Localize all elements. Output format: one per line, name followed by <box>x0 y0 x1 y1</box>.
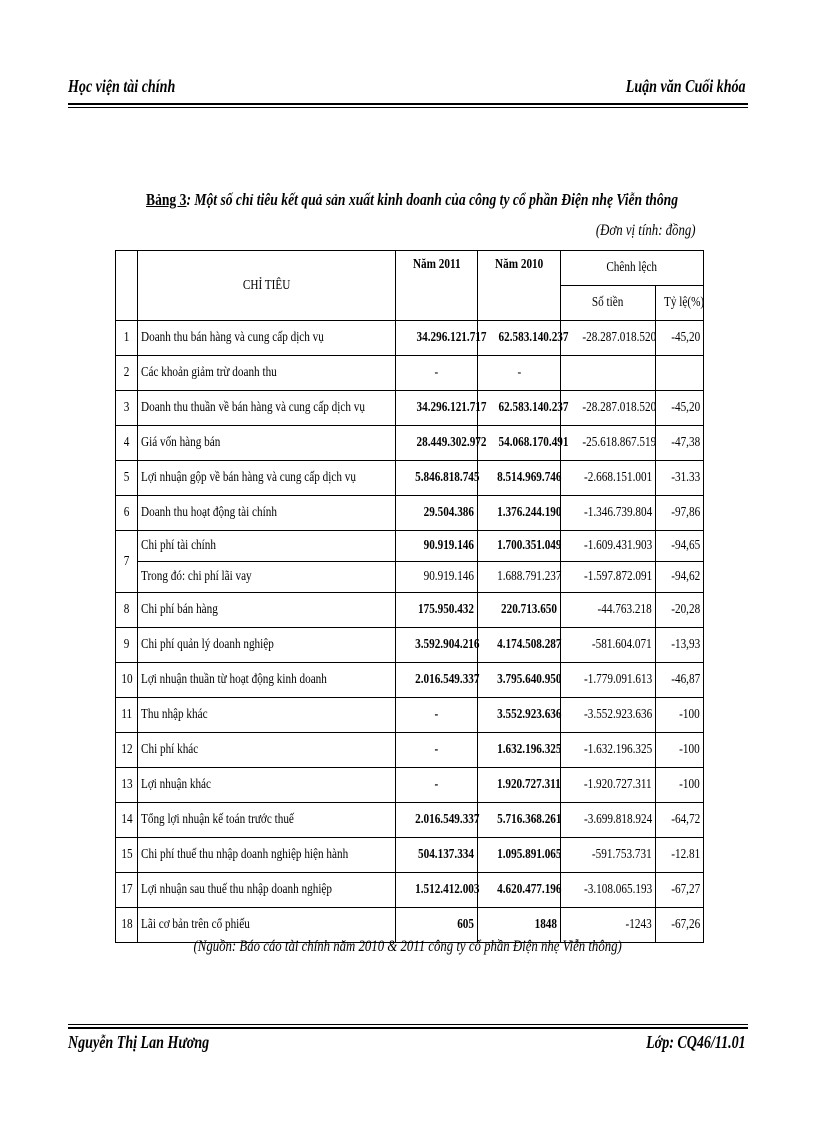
row-diff-ratio: -100 <box>656 698 704 733</box>
row-diff-ratio: -64,72 <box>656 803 704 838</box>
row-diff-amount: -1.920.727.311 <box>561 768 656 803</box>
header-row <box>116 251 704 286</box>
table-row <box>116 733 704 768</box>
header-year-2011: Năm 2011 <box>396 251 478 321</box>
header-school: Học viện tài chính <box>68 76 176 96</box>
row-number: 7 <box>116 531 138 593</box>
row-number: 6 <box>116 496 138 531</box>
row-value-2010: 1848 <box>478 908 561 943</box>
header-year-2010: Năm 2010 <box>478 251 561 321</box>
row-value-2010: 1.095.891.065 <box>478 838 561 873</box>
row-diff-amount: -3.699.818.924 <box>561 803 656 838</box>
row-diff-amount: -2.668.151.001 <box>561 461 656 496</box>
header-amount: Số tiền <box>561 286 656 321</box>
row-indicator: Chi phí bán hàng <box>138 593 396 628</box>
row-value-2010: 5.716.368.261 <box>478 803 561 838</box>
row-number: 17 <box>116 873 138 908</box>
row-value-2011: 2.016.549.337 <box>396 803 478 838</box>
row-diff-ratio: -100 <box>656 733 704 768</box>
footer-class: Lớp: CQ46/11.01 <box>646 1032 746 1052</box>
table-row <box>116 426 704 461</box>
row-indicator: Lợi nhuận khác <box>138 768 396 803</box>
header-ratio: Tỷ lệ(%) <box>656 286 704 321</box>
row-value-2010: 1.688.791.237 <box>478 562 561 593</box>
table-row <box>116 496 704 531</box>
row-value-2011: 504.137.334 <box>396 838 478 873</box>
row-diff-ratio: -31.33 <box>656 461 704 496</box>
row-diff-amount: -28.287.018.520 <box>561 391 656 426</box>
row-value-2010: 1.700.351.049 <box>478 531 561 562</box>
row-diff-ratio: -94,62 <box>656 562 704 593</box>
row-value-2010: 1.632.196.325 <box>478 733 561 768</box>
row-number: 9 <box>116 628 138 663</box>
header-doc-type: Luận văn Cuối khóa <box>626 76 746 96</box>
row-indicator: Giá vốn hàng bán <box>138 426 396 461</box>
row-diff-ratio: -13,93 <box>656 628 704 663</box>
row-value-2011: 90.919.146 <box>396 531 478 562</box>
row-value-2010: 1.920.727.311 <box>478 768 561 803</box>
row-diff-ratio: -67,26 <box>656 908 704 943</box>
row-indicator: Doanh thu bán hàng và cung cấp dịch vụ <box>138 321 396 356</box>
row-number: 14 <box>116 803 138 838</box>
row-diff-ratio: -97,86 <box>656 496 704 531</box>
row-number: 2 <box>116 356 138 391</box>
row-diff-amount: -581.604.071 <box>561 628 656 663</box>
table-label: Bảng 3 <box>146 190 187 209</box>
row-value-2011: 5.846.818.745 <box>396 461 478 496</box>
row-diff-amount: -25.618.867.519 <box>561 426 656 461</box>
row-value-2011: - <box>396 698 478 733</box>
row-value-2010: 220.713.650 <box>478 593 561 628</box>
header-no-cell <box>116 251 138 321</box>
row-diff-amount: -591.753.731 <box>561 838 656 873</box>
row-diff-amount: -44.763.218 <box>561 593 656 628</box>
table-row <box>116 628 704 663</box>
row-diff-ratio: -47,38 <box>656 426 704 461</box>
unit-note: (Đơn vị tính: đồng) <box>596 222 696 239</box>
row-value-2011: 3.592.904.216 <box>396 628 478 663</box>
row-value-2011: 2.016.549.337 <box>396 663 478 698</box>
table-row <box>116 698 704 733</box>
row-value-2010: 1.376.244.190 <box>478 496 561 531</box>
row-diff-ratio: -45,20 <box>656 391 704 426</box>
row-diff-ratio: -67,27 <box>656 873 704 908</box>
row-value-2011: 175.950.432 <box>396 593 478 628</box>
row-indicator: Lãi cơ bản trên cổ phiếu <box>138 908 396 943</box>
row-value-2011: 28.449.302.972 <box>396 426 478 461</box>
row-indicator: Thu nhập khác <box>138 698 396 733</box>
row-value-2010: 3.795.640.950 <box>478 663 561 698</box>
row-number: 15 <box>116 838 138 873</box>
results-table <box>115 250 704 943</box>
table-title <box>146 190 678 210</box>
row-indicator: Tổng lợi nhuận kế toán trước thuế <box>138 803 396 838</box>
table-row <box>116 593 704 628</box>
table-row <box>116 663 704 698</box>
row-diff-amount: -1.609.431.903 <box>561 531 656 562</box>
row-value-2011: 1.512.412.003 <box>396 873 478 908</box>
row-value-2010: 3.552.923.636 <box>478 698 561 733</box>
row-number: 18 <box>116 908 138 943</box>
row-value-2011: 34.296.121.717 <box>396 321 478 356</box>
row-value-2011: 34.296.121.717 <box>396 391 478 426</box>
row-diff-ratio <box>656 356 704 391</box>
row-value-2010: 62.583.140.237 <box>478 321 561 356</box>
row-number: 4 <box>116 426 138 461</box>
row-diff-amount: -1.632.196.325 <box>561 733 656 768</box>
row-indicator: Chi phí tài chính <box>138 531 396 562</box>
table-row <box>116 321 704 356</box>
row-diff-ratio: -100 <box>656 768 704 803</box>
row-diff-amount: -28.287.018.520 <box>561 321 656 356</box>
row-indicator: Lợi nhuận thuần từ hoạt động kinh doanh <box>138 663 396 698</box>
row-diff-amount: -1.597.872.091 <box>561 562 656 593</box>
header-diff: Chênh lệch <box>561 251 704 286</box>
row-value-2011: - <box>396 356 478 391</box>
row-indicator: Lợi nhuận sau thuế thu nhập doanh nghiệp <box>138 873 396 908</box>
row-indicator: Doanh thu hoạt động tài chính <box>138 496 396 531</box>
footer-rule <box>68 1024 748 1029</box>
table-row <box>116 838 704 873</box>
table-caption: : Một số chỉ tiêu kết quả sản xuất kinh doanh của công ty cổ phần Điện nhẹ Viễn thông <box>186 190 679 209</box>
row-value-2010: 4.174.508.287 <box>478 628 561 663</box>
row-value-2010: - <box>478 356 561 391</box>
row-value-2011: 29.504.386 <box>396 496 478 531</box>
row-number: 11 <box>116 698 138 733</box>
row-diff-ratio: -94,65 <box>656 531 704 562</box>
row-number: 10 <box>116 663 138 698</box>
header-rule <box>68 103 748 108</box>
table-row <box>116 873 704 908</box>
row-value-2011: - <box>396 733 478 768</box>
row-diff-ratio: -20,28 <box>656 593 704 628</box>
table-row <box>116 562 704 593</box>
row-indicator: Chi phí thuế thu nhập doanh nghiệp hiện hành <box>138 838 396 873</box>
row-diff-amount: -1243 <box>561 908 656 943</box>
row-indicator: Chi phí quản lý doanh nghiệp <box>138 628 396 663</box>
row-value-2010: 54.068.170.491 <box>478 426 561 461</box>
row-number: 8 <box>116 593 138 628</box>
row-number: 13 <box>116 768 138 803</box>
row-diff-amount: -1.779.091.613 <box>561 663 656 698</box>
table-row <box>116 803 704 838</box>
row-number: 1 <box>116 321 138 356</box>
source-note: (Nguồn: Báo cáo tài chính năm 2010 & 2011 công ty cổ phần Điện nhẹ Viễn thông) <box>193 938 623 955</box>
row-indicator: Chi phí khác <box>138 733 396 768</box>
row-value-2010: 8.514.969.746 <box>478 461 561 496</box>
table-row <box>116 531 704 562</box>
row-value-2010: 62.583.140.237 <box>478 391 561 426</box>
table-row <box>116 768 704 803</box>
row-diff-amount: -3.552.923.636 <box>561 698 656 733</box>
row-diff-ratio: -46,87 <box>656 663 704 698</box>
row-number: 12 <box>116 733 138 768</box>
row-value-2011: - <box>396 768 478 803</box>
header-indicator: CHỈ TIÊU <box>138 251 396 321</box>
row-diff-amount <box>561 356 656 391</box>
row-number: 5 <box>116 461 138 496</box>
row-diff-ratio: -12.81 <box>656 838 704 873</box>
row-indicator: Các khoản giảm trừ doanh thu <box>138 356 396 391</box>
row-value-2011: 605 <box>396 908 478 943</box>
table-row <box>116 356 704 391</box>
row-diff-amount: -1.346.739.804 <box>561 496 656 531</box>
row-value-2010: 4.620.477.196 <box>478 873 561 908</box>
row-indicator: Doanh thu thuần về bán hàng và cung cấp dịch vụ <box>138 391 396 426</box>
row-indicator: Trong đó: chi phí lãi vay <box>138 562 396 593</box>
row-number: 3 <box>116 391 138 426</box>
table-row <box>116 391 704 426</box>
row-diff-ratio: -45,20 <box>656 321 704 356</box>
row-indicator: Lợi nhuận gộp về bán hàng và cung cấp dịch vụ <box>138 461 396 496</box>
table-row <box>116 461 704 496</box>
row-diff-amount: -3.108.065.193 <box>561 873 656 908</box>
row-value-2011: 90.919.146 <box>396 562 478 593</box>
footer-author: Nguyễn Thị Lan Hương <box>68 1032 210 1052</box>
